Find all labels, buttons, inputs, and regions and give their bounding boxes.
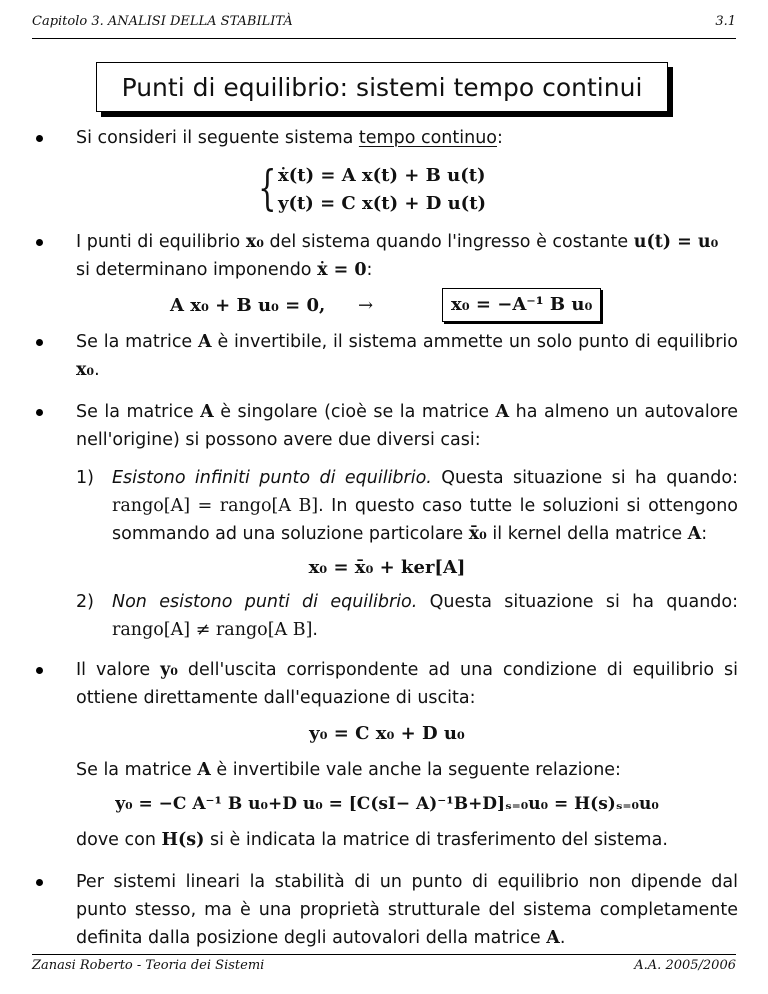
equilibrium-equation	[36, 284, 738, 326]
left-brace: {	[258, 160, 277, 216]
chapter-title: Capitolo 3. ANALISI DELLA STABILITÀ	[32, 14, 293, 29]
slide-body	[36, 124, 738, 952]
page-footer	[32, 958, 736, 978]
footer-year: A.A. 2005/2006	[634, 958, 736, 973]
slide-title	[96, 62, 668, 112]
state-equation: ẋ(t) = A x(t) + B u(t)	[278, 165, 486, 186]
transfer-matrix-note: dove con H(s) si è indicata la matrice di trasferimento del sistema.	[76, 830, 668, 850]
bullet-invertible: Se la matrice A è invertibile, il sistema ammette un solo punto di equilibrio x₀.	[36, 328, 738, 384]
output-equation: y(t) = C x(t) + D u(t)	[278, 193, 487, 214]
bullet-dot	[36, 339, 43, 346]
bullet-output-value: Il valore y₀ dell'uscita corrispondente ad una condizione di equilibrio si ottiene direttamente dall'equazione di uscita:	[36, 656, 738, 712]
case-no-equilibria: 2) Non esistono punti di equilibrio. Questa situazione si ha quando: rango[A] ≠ rango[A B].	[76, 592, 738, 640]
bullet-structural-stability: Per sistemi lineari la stabilità di un punto di equilibrio non dipende dal punto stesso, ma è una proprietà strutturale del sistema completamente definita dalla posizione degli autovalori della matrice A.	[36, 868, 738, 952]
transfer-function-equation: y₀ = −C A⁻¹ B u₀+D u₀ = [C(sI− A)⁻¹B+D]ₛ₌₀u₀ = H(s)ₛ₌₀u₀	[115, 794, 659, 814]
page-header	[32, 14, 736, 36]
bullet-system-definition: Si consideri il seguente sistema tempo continuo:	[36, 124, 738, 152]
arrow: →	[358, 295, 374, 316]
slide-title-text: Punti di equilibrio: sistemi tempo continui	[121, 72, 643, 102]
bullet-singular: Se la matrice A è singolare (cioè se la matrice A ha almeno un autovalore nell'origine) si possono avere due diversi casi:	[36, 398, 738, 454]
bullet-dot	[36, 409, 43, 416]
header-rule	[32, 38, 736, 39]
bullet-dot	[36, 879, 43, 886]
bullet-equilibrium-points: I punti di equilibrio x₀ del sistema quando l'ingresso è costante u(t) = u₀ si determinano imponendo ẋ = 0:	[36, 228, 738, 284]
footer-author: Zanasi Roberto - Teoria dei Sistemi	[32, 958, 265, 973]
invertible-relation-text: Se la matrice A è invertibile vale anche la seguente relazione:	[76, 760, 621, 780]
bullet-dot	[36, 135, 43, 142]
case-infinite-equilibria: 1) Esistono infiniti punto di equilibrio. Questa situazione si ha quando: rango[A] = rango[A B]. In questo caso tutte le soluzioni si ottengono sommando ad una soluzione particolare x̄₀ il kernel della matrice A:	[76, 468, 738, 544]
state-space-system	[256, 160, 556, 220]
bullet-dot	[36, 239, 43, 246]
underlined-term: tempo continuo	[358, 128, 497, 148]
kernel-equation: x₀ = x̄₀ + ker[A]	[308, 557, 466, 578]
bullet-dot	[36, 667, 43, 674]
equilibrium-solution: x₀ = −A⁻¹ B u₀	[442, 288, 601, 322]
footer-rule	[32, 954, 736, 955]
page-number: 3.1	[715, 14, 736, 29]
output-equation-equilibrium: y₀ = C x₀ + D u₀	[309, 723, 465, 744]
equilibrium-condition: A x₀ + B u₀ = 0,	[170, 295, 326, 316]
